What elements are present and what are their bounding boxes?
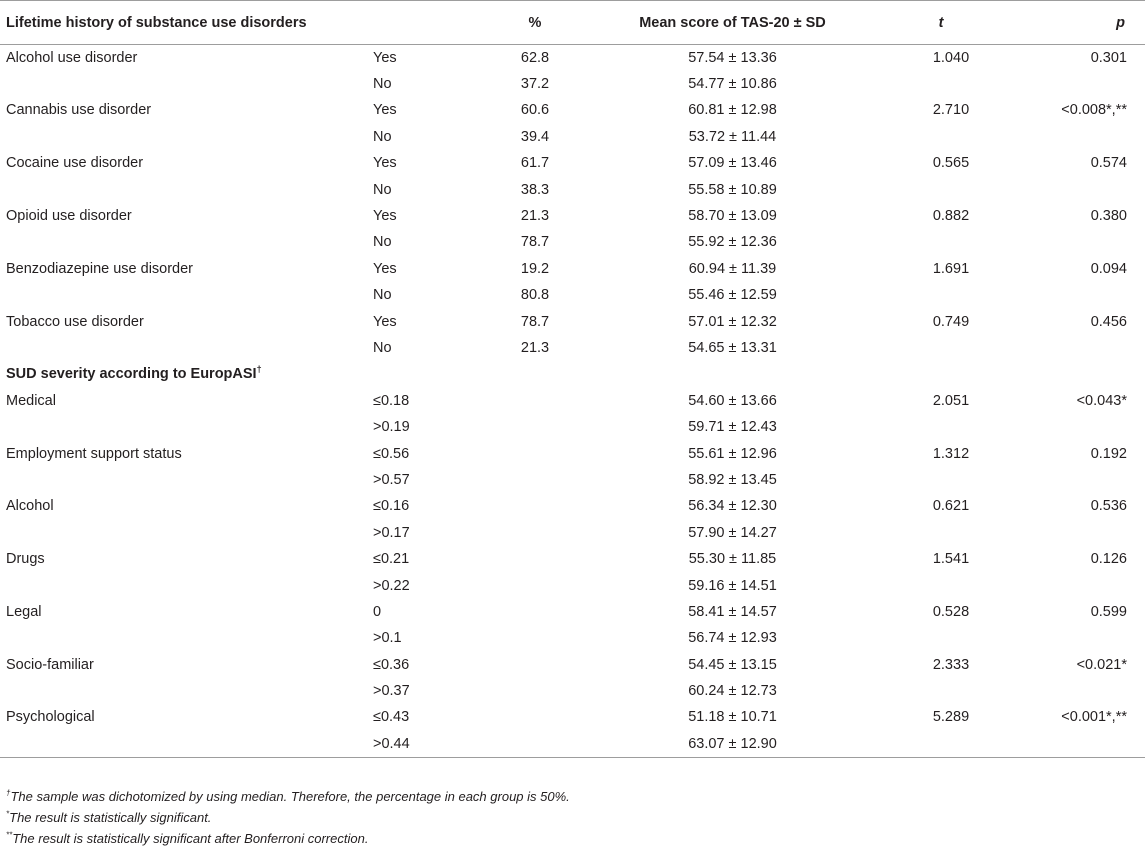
- percent-cell: [464, 625, 606, 651]
- table-row: [0, 731, 1145, 757]
- percent-cell: [464, 678, 606, 704]
- table-row: [0, 256, 1145, 282]
- footnote-mark: **: [6, 830, 13, 840]
- p-value-cell: 0.380: [1090, 208, 1127, 225]
- row-label: [0, 520, 370, 546]
- header-t: t: [859, 1, 1023, 45]
- t-value-cell: [859, 229, 1023, 255]
- t-value-cell: [859, 124, 1023, 150]
- mean-score-cell: 58.41 ± 14.57: [688, 603, 777, 620]
- mean-score-cell: 60.24 ± 12.73: [688, 683, 777, 700]
- table-row: [0, 45, 1145, 71]
- row-label: Alcohol use disorder: [6, 49, 138, 66]
- t-value-cell: 1.541: [932, 551, 970, 568]
- p-value-cell: [1023, 229, 1145, 255]
- group-cell: No: [373, 339, 392, 356]
- t-value-cell: [859, 625, 1023, 651]
- mean-score-cell: 54.77 ± 10.86: [688, 76, 777, 93]
- p-value-cell: 0.574: [1090, 155, 1127, 172]
- percent-cell: 37.2: [520, 76, 550, 93]
- p-value-cell: [1023, 625, 1145, 651]
- table-row: [0, 493, 1145, 519]
- group-cell: >0.44: [370, 731, 464, 757]
- t-value-cell: [859, 335, 1023, 361]
- group-cell: No: [373, 234, 392, 251]
- group-cell: 0: [373, 603, 382, 620]
- mean-score-cell: 57.01 ± 12.32: [688, 313, 777, 330]
- group-cell: Yes: [373, 208, 397, 225]
- table-row: [0, 651, 1145, 677]
- group-cell: >0.57: [373, 471, 410, 488]
- mean-score-cell: 58.70 ± 13.09: [688, 208, 777, 225]
- mean-score-cell: 57.54 ± 13.36: [688, 49, 777, 66]
- t-value-cell: 0.621: [932, 498, 970, 515]
- footnotes: [6, 786, 570, 849]
- t-value-cell: 1.040: [932, 49, 970, 66]
- footnote: [6, 828, 570, 849]
- p-value-cell: <0.001*,**: [1061, 709, 1127, 726]
- t-value-cell: [859, 414, 1023, 440]
- table-row: [0, 572, 1145, 598]
- t-value-cell: 0.528: [932, 603, 970, 620]
- table-header-row: [0, 1, 1145, 45]
- t-value-cell: [859, 282, 1023, 308]
- group-cell: ≤0.56: [373, 445, 410, 462]
- percent-cell: [464, 440, 606, 466]
- section-title: [0, 361, 1145, 387]
- table-row: [0, 388, 1145, 414]
- percent-cell: [464, 520, 606, 546]
- group-cell: >0.19: [373, 419, 410, 436]
- percent-cell: 60.6: [520, 102, 550, 119]
- table-row: [0, 440, 1145, 466]
- p-value-cell: <0.021*: [1076, 656, 1127, 673]
- percent-cell: 62.8: [520, 49, 550, 66]
- footnote-text: The result is statistically significant.: [9, 810, 212, 825]
- table-row: [0, 467, 1145, 493]
- mean-score-cell: 59.71 ± 12.43: [688, 419, 777, 436]
- footnote-mark: †: [6, 788, 11, 798]
- mean-score-cell: 55.30 ± 11.85: [688, 551, 777, 568]
- t-value-cell: 0.882: [932, 208, 970, 225]
- row-label: Benzodiazepine use disorder: [6, 260, 194, 277]
- section-label: SUD severity according to EuropASI: [6, 366, 257, 383]
- t-value-cell: [859, 71, 1023, 97]
- mean-score-cell: 56.34 ± 12.30: [688, 498, 777, 515]
- p-value-cell: [1023, 124, 1145, 150]
- group-cell: Yes: [373, 155, 397, 172]
- group-cell: >0.22: [373, 577, 410, 594]
- p-value-cell: [1023, 678, 1145, 704]
- group-cell: No: [373, 181, 392, 198]
- row-label: [0, 414, 370, 440]
- t-value-cell: 5.289: [932, 709, 970, 726]
- table-row: [0, 414, 1145, 440]
- row-label: Cocaine use disorder: [6, 155, 144, 172]
- table-row: [0, 71, 1145, 97]
- mean-score-cell: 55.92 ± 12.36: [688, 234, 777, 251]
- row-label: [0, 572, 370, 598]
- percent-cell: [464, 704, 606, 730]
- group-cell: >0.1: [373, 630, 402, 647]
- t-value-cell: 1.691: [932, 260, 970, 277]
- t-value-cell: 0.565: [932, 155, 970, 172]
- row-label: Legal: [6, 603, 42, 620]
- t-value-cell: [859, 731, 1023, 757]
- percent-cell: 21.3: [520, 339, 550, 356]
- table-row: [0, 678, 1145, 704]
- table-row: [0, 546, 1145, 572]
- group-cell: ≤0.18: [373, 392, 410, 409]
- header-group: [370, 1, 464, 45]
- p-value-cell: 0.456: [1090, 313, 1127, 330]
- row-label: [0, 229, 370, 255]
- percent-cell: 21.3: [520, 208, 550, 225]
- mean-score-cell: 58.92 ± 13.45: [688, 471, 777, 488]
- p-value-cell: 0.094: [1090, 260, 1127, 277]
- row-label: [0, 625, 370, 651]
- row-label: Opioid use disorder: [6, 208, 132, 225]
- percent-cell: [464, 599, 606, 625]
- footnote-text: The sample was dichotomized by using median. Therefore, the percentage in each group is 50%.: [10, 789, 570, 804]
- t-value-cell: 1.312: [932, 445, 970, 462]
- footnote: [6, 786, 570, 807]
- percent-cell: [464, 467, 606, 493]
- percent-cell: [464, 651, 606, 677]
- mean-score-cell: 54.65 ± 13.31: [688, 339, 777, 356]
- group-cell: ≤0.16: [373, 498, 410, 515]
- row-label: Psychological: [6, 709, 95, 726]
- p-value-cell: 0.599: [1090, 603, 1127, 620]
- mean-score-cell: 57.90 ± 14.27: [688, 524, 777, 541]
- mean-score-cell: 53.72 ± 11.44: [688, 128, 777, 145]
- p-value-cell: [1023, 335, 1145, 361]
- table-row: [0, 282, 1145, 308]
- t-value-cell: 0.749: [932, 313, 970, 330]
- table-body: [0, 45, 1145, 758]
- mean-score-cell: 56.74 ± 12.93: [688, 630, 777, 647]
- p-value-cell: 0.192: [1090, 445, 1127, 462]
- t-value-cell: 2.333: [932, 656, 970, 673]
- percent-cell: 78.7: [520, 313, 550, 330]
- percent-cell: 38.3: [520, 181, 550, 198]
- p-value-cell: <0.043*: [1076, 392, 1127, 409]
- footnote-text: The result is statistically significant after Bonferroni correction.: [12, 831, 369, 846]
- t-value-cell: [859, 678, 1023, 704]
- section-footnote-mark: †: [256, 364, 262, 375]
- group-cell: ≤0.21: [373, 551, 410, 568]
- mean-score-cell: 55.46 ± 12.59: [688, 287, 777, 304]
- p-value-cell: [1023, 176, 1145, 202]
- table-row: [0, 97, 1145, 123]
- mean-score-cell: 55.61 ± 12.96: [688, 445, 777, 462]
- row-label: [0, 282, 370, 308]
- p-value-cell: <0.008*,**: [1061, 102, 1127, 119]
- mean-score-cell: 51.18 ± 10.71: [688, 709, 777, 726]
- header-mean-score: Mean score of TAS-20 ± SD: [606, 1, 859, 45]
- table-row: [0, 335, 1145, 361]
- percent-cell: 39.4: [520, 128, 550, 145]
- section-row: [0, 361, 1145, 387]
- row-label: [0, 335, 370, 361]
- group-cell: No: [373, 128, 392, 145]
- row-label: Cannabis use disorder: [6, 102, 152, 119]
- table-row: [0, 229, 1145, 255]
- p-value-cell: [1023, 414, 1145, 440]
- mean-score-cell: 60.94 ± 11.39: [688, 260, 777, 277]
- mean-score-cell: 54.45 ± 13.15: [688, 656, 777, 673]
- row-label: Medical: [6, 392, 56, 409]
- percent-cell: [464, 493, 606, 519]
- p-value-cell: [1023, 520, 1145, 546]
- row-label: [0, 731, 370, 757]
- percent-cell: [464, 546, 606, 572]
- group-cell: >0.17: [373, 524, 410, 541]
- percent-cell: 78.7: [520, 234, 550, 251]
- table-row: [0, 203, 1145, 229]
- group-cell: Yes: [373, 49, 397, 66]
- percent-cell: [464, 572, 606, 598]
- table-row: [0, 176, 1145, 202]
- group-cell: No: [373, 287, 392, 304]
- mean-score-cell: 60.81 ± 12.98: [688, 102, 777, 119]
- group-cell: >0.37: [373, 683, 410, 700]
- p-value-cell: 0.536: [1090, 498, 1127, 515]
- table-row: [0, 599, 1145, 625]
- row-label: Socio-familiar: [6, 656, 94, 673]
- row-label: [0, 176, 370, 202]
- header-p: p: [1023, 1, 1145, 45]
- header-percent: %: [464, 1, 606, 45]
- t-value-cell: [859, 176, 1023, 202]
- table-row: [0, 625, 1145, 651]
- mean-score-cell: 57.09 ± 13.46: [688, 155, 777, 172]
- t-value-cell: [859, 520, 1023, 546]
- table-row: [0, 520, 1145, 546]
- row-label: Drugs: [6, 551, 45, 568]
- row-label: [0, 678, 370, 704]
- p-value-cell: [1023, 282, 1145, 308]
- p-value-cell: [1023, 572, 1145, 598]
- p-value-cell: [1023, 467, 1145, 493]
- mean-score-cell: 59.16 ± 14.51: [688, 577, 777, 594]
- footnote-mark: *: [6, 809, 10, 819]
- t-value-cell: 2.710: [932, 102, 970, 119]
- table-row: [0, 150, 1145, 176]
- percent-cell: [464, 414, 606, 440]
- row-label: Alcohol: [6, 498, 54, 515]
- header-history: Lifetime history of substance use disorders: [0, 1, 370, 45]
- row-label: [0, 467, 370, 493]
- percent-cell: [464, 388, 606, 414]
- row-label: [0, 124, 370, 150]
- mean-score-cell: 63.07 ± 12.90: [606, 731, 859, 757]
- group-cell: ≤0.36: [373, 656, 410, 673]
- footnote: [6, 807, 570, 828]
- p-value-cell: 0.126: [1090, 551, 1127, 568]
- percent-cell: 61.7: [520, 155, 550, 172]
- table-row: [0, 308, 1145, 334]
- t-value-cell: 2.051: [932, 392, 970, 409]
- table-row: [0, 704, 1145, 730]
- row-label: Tobacco use disorder: [6, 313, 144, 330]
- mean-score-cell: 55.58 ± 10.89: [688, 181, 777, 198]
- t-value-cell: [859, 467, 1023, 493]
- percent-cell: 80.8: [520, 287, 550, 304]
- percent-cell: [464, 731, 606, 757]
- row-label: [0, 71, 370, 97]
- group-cell: Yes: [373, 313, 397, 330]
- t-value-cell: [859, 572, 1023, 598]
- p-value-cell: [1023, 71, 1145, 97]
- group-cell: No: [373, 76, 392, 93]
- group-cell: Yes: [373, 102, 397, 119]
- row-label: Employment support status: [6, 445, 182, 462]
- mean-score-cell: 54.60 ± 13.66: [688, 392, 777, 409]
- group-cell: ≤0.43: [373, 709, 410, 726]
- p-value-cell: [1023, 731, 1145, 757]
- percent-cell: 19.2: [520, 260, 550, 277]
- group-cell: Yes: [373, 260, 397, 277]
- table-row: [0, 124, 1145, 150]
- p-value-cell: 0.301: [1090, 49, 1127, 66]
